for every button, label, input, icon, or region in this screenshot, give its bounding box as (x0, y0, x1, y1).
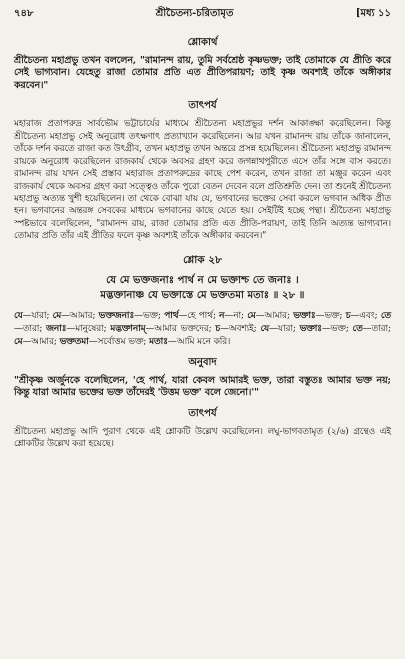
synonym-word: তে (380, 310, 391, 321)
synonym-meaning: আমার ভক্তদের (154, 323, 209, 334)
synonym-meaning: আমার (69, 310, 93, 321)
synonym-meaning: সর্বোত্তম ভক্ত (97, 336, 144, 347)
book-title: শ্রীচৈতন্য-চরিতামৃত (155, 8, 234, 19)
chapter-section: [মধ্য ১১ (355, 8, 391, 19)
synonym-meaning: ভক্ত (330, 323, 346, 334)
synonym-meaning: ভক্ত (324, 310, 340, 321)
synonym-word: ভক্তাঃ (293, 310, 316, 321)
synonym-meaning: আমি মনে করি (176, 336, 228, 347)
synonym-word: মতাঃ (149, 336, 168, 347)
synonym-meaning: তারা (22, 323, 40, 334)
verse-line-2: মদ্ভক্তানাঞ্চ যে ভক্তাস্তে মে ভক্ততমা মতাঃ ॥ ২৮ ॥ (100, 289, 305, 302)
synonym-meaning: আমার (31, 336, 54, 347)
synonym-meaning: অবশ্যই (228, 323, 254, 334)
synonym-word: জনাঃ (46, 323, 67, 334)
synonym-meaning: না (233, 310, 242, 321)
synonym-word: মে (247, 310, 256, 321)
synonym-word: মে (14, 336, 23, 347)
translation-heading-2: অনুবাদ (188, 357, 217, 369)
verse-label: শ্লোক ২৮ (183, 253, 222, 266)
synonym-meaning: যারা (277, 323, 293, 334)
synonyms-paragraph: যে—যারা; মে—আমার; ভক্তজনাঃ—ভক্ত; পার্থ—হে পার্থ; ন—না; মে—আমার; ভক্তাঃ—ভক্ত; চ—এবং; তে—তারা; জনাঃ—মানুষেরা; মদ্ভক্তানাম্—আমার ভক্তদের; চ—অবশ্যই; যে—যারা; ভক্তাঃ—ভক্ত; তে—তারা; মে—আমার; ভক্ততমা—সর্বোত্তম ভক্ত; মতাঃ—আমি মনে করি। (14, 310, 392, 347)
synonym-word: চ (345, 310, 351, 321)
synonym-word: যে (260, 323, 270, 334)
synonym-meaning: যারা (31, 310, 47, 321)
synonym-word: তে (352, 323, 363, 334)
synonym-word: মে (52, 310, 62, 321)
purport-text-1: মহারাজ প্রতাপরুদ্র সার্বভৌম ভট্টাচার্যের মাধ্যমে শ্রীচৈতন্য মহাপ্রভুর দর্শন আকাঙ্ক্ষা করেছিলেন। কিন্তু শ্রীচৈতন্য মহাপ্রভু সেই অনুরোধ তৎক্ষণাৎ প্রত্যাখ্যান করেছিলেন। আর যখন রামানন্দ রায় তাঁকে জানালেন, তাঁকে দর্শন করতে রাজা কত উৎগ্রীব, তখন মহাপ্রভু তখন অন্তরে প্রসন্ন হয়েছিলেন। শ্রীচৈতন্য মহাপ্রভু রামানন্দ রায়কে অনুরোধ করেছিলেন রাজকার্য থেকে অবসর গ্রহণ করে জগন্নাথপুরীতে এসে তাঁর সঙ্গে বাস করতে। রামানন্দ রায় যখন সেই প্রস্তাব মহারাজ প্রতাপরুদ্রের কাছে পেশ করেন, তখন রাজা তা মঞ্জুর করেন এবং রাজকার্য থেকে অবসর গ্রহণ করা সত্ত্বেও তাঁকে পুরো বেতন দেবেন বলে প্রতিশ্রুতি দেন। তা শুনেই শ্রীচৈতন্য মহাপ্রভু অত্যন্ত খুশী হয়েছিলেন। তা থেকে বোঝা যায় যে, ভগবানের ভক্তের সেবা করলে ভগবান অধিক প্রীত হন। ভগবানের অন্তরঙ্গ সেবকের মাধ্যমে ভগবানের কাছে যেতে হয়। সেইটিই হচ্ছে পন্থা। শ্রীচৈতন্য মহাপ্রভু স্পষ্টভাবে বলেছিলেন, "রামানন্দ রায়, রাজা তোমার প্রতি এত প্রীতি-পরায়ণ, তাই তিনি অত্যন্ত ভাগ্যবান। তোমার প্রতি তাঁর এই প্রীতির ফলে কৃষ্ণ অবশ্যই তাঁকে অঙ্গীকার করবেন।" (14, 119, 391, 242)
synonym-meaning: ভক্ত (142, 310, 159, 321)
synonym-meaning: তারা (371, 323, 389, 334)
synonym-meaning: এবং (359, 310, 375, 321)
page-number: ৭৪৮ (14, 8, 34, 19)
synonym-word: পার্থ (164, 310, 179, 321)
verse-line-1: যে মে ভক্তজনাঃ পার্থ ন মে ভক্তাশ্চ তে জনাঃ । (106, 273, 299, 286)
translation-heading-1: শ্লোকার্থ (187, 37, 218, 48)
purport-heading-2: তাৎপর্য (188, 407, 217, 419)
synonym-meaning: আমার (264, 310, 288, 321)
translation-text-2: "শ্রীকৃষ্ণ অর্জুনকে বলেছিলেন, 'হে পার্থ, যারা কেবল আমারই ভক্ত, তারা বস্তুতঃ আমার ভক্ত নয়; কিন্তু যারা আমার ভক্তের ভক্ত তাঁদেরই 'উত্তম ভক্ত' বলে জেনো।'" (14, 375, 391, 399)
synonym-word: চ (215, 323, 221, 334)
synonym-word: যে (14, 310, 23, 321)
synonym-word: ভক্ততমা (59, 336, 89, 347)
page-header (14, 6, 391, 29)
synonym-word: ভক্তজনাঃ (98, 310, 135, 321)
synonym-word: মদ্ভক্তানাম্ (110, 323, 146, 334)
synonym-word: ন (219, 310, 225, 321)
purport-heading-1: তাৎপর্য (188, 100, 217, 112)
purport-text-2: শ্রীচৈতন্য মহাপ্রভু আদি পুরাণ থেকে এই শ্লোকটি উল্লেখ করেছিলেন। লঘু-ভাগবতামৃত (২/৬) গ্রন্থেও এই শ্লোকটির উল্লেখ করা হয়েছে। (14, 426, 391, 450)
synonym-meaning: হে পার্থ (187, 310, 213, 321)
synonym-word: ভক্তাঃ (299, 323, 322, 334)
synonym-meaning: মানুষেরা (75, 323, 104, 334)
translation-text-1: শ্রীচৈতন্য মহাপ্রভু তখন বললেন, "রামানন্দ রায়, তুমি সর্বশ্রেষ্ঠ কৃষ্ণভক্ত; তাই তোমাকে যে প্রীতি করে সেই ভাগ্যবান। যেহেতু রাজা তোমার প্রতি এত প্রীতিপরায়ণ; তাই কৃষ্ণ অবশ্যই তাঁকে অঙ্গীকার করবেন।" (14, 55, 391, 91)
